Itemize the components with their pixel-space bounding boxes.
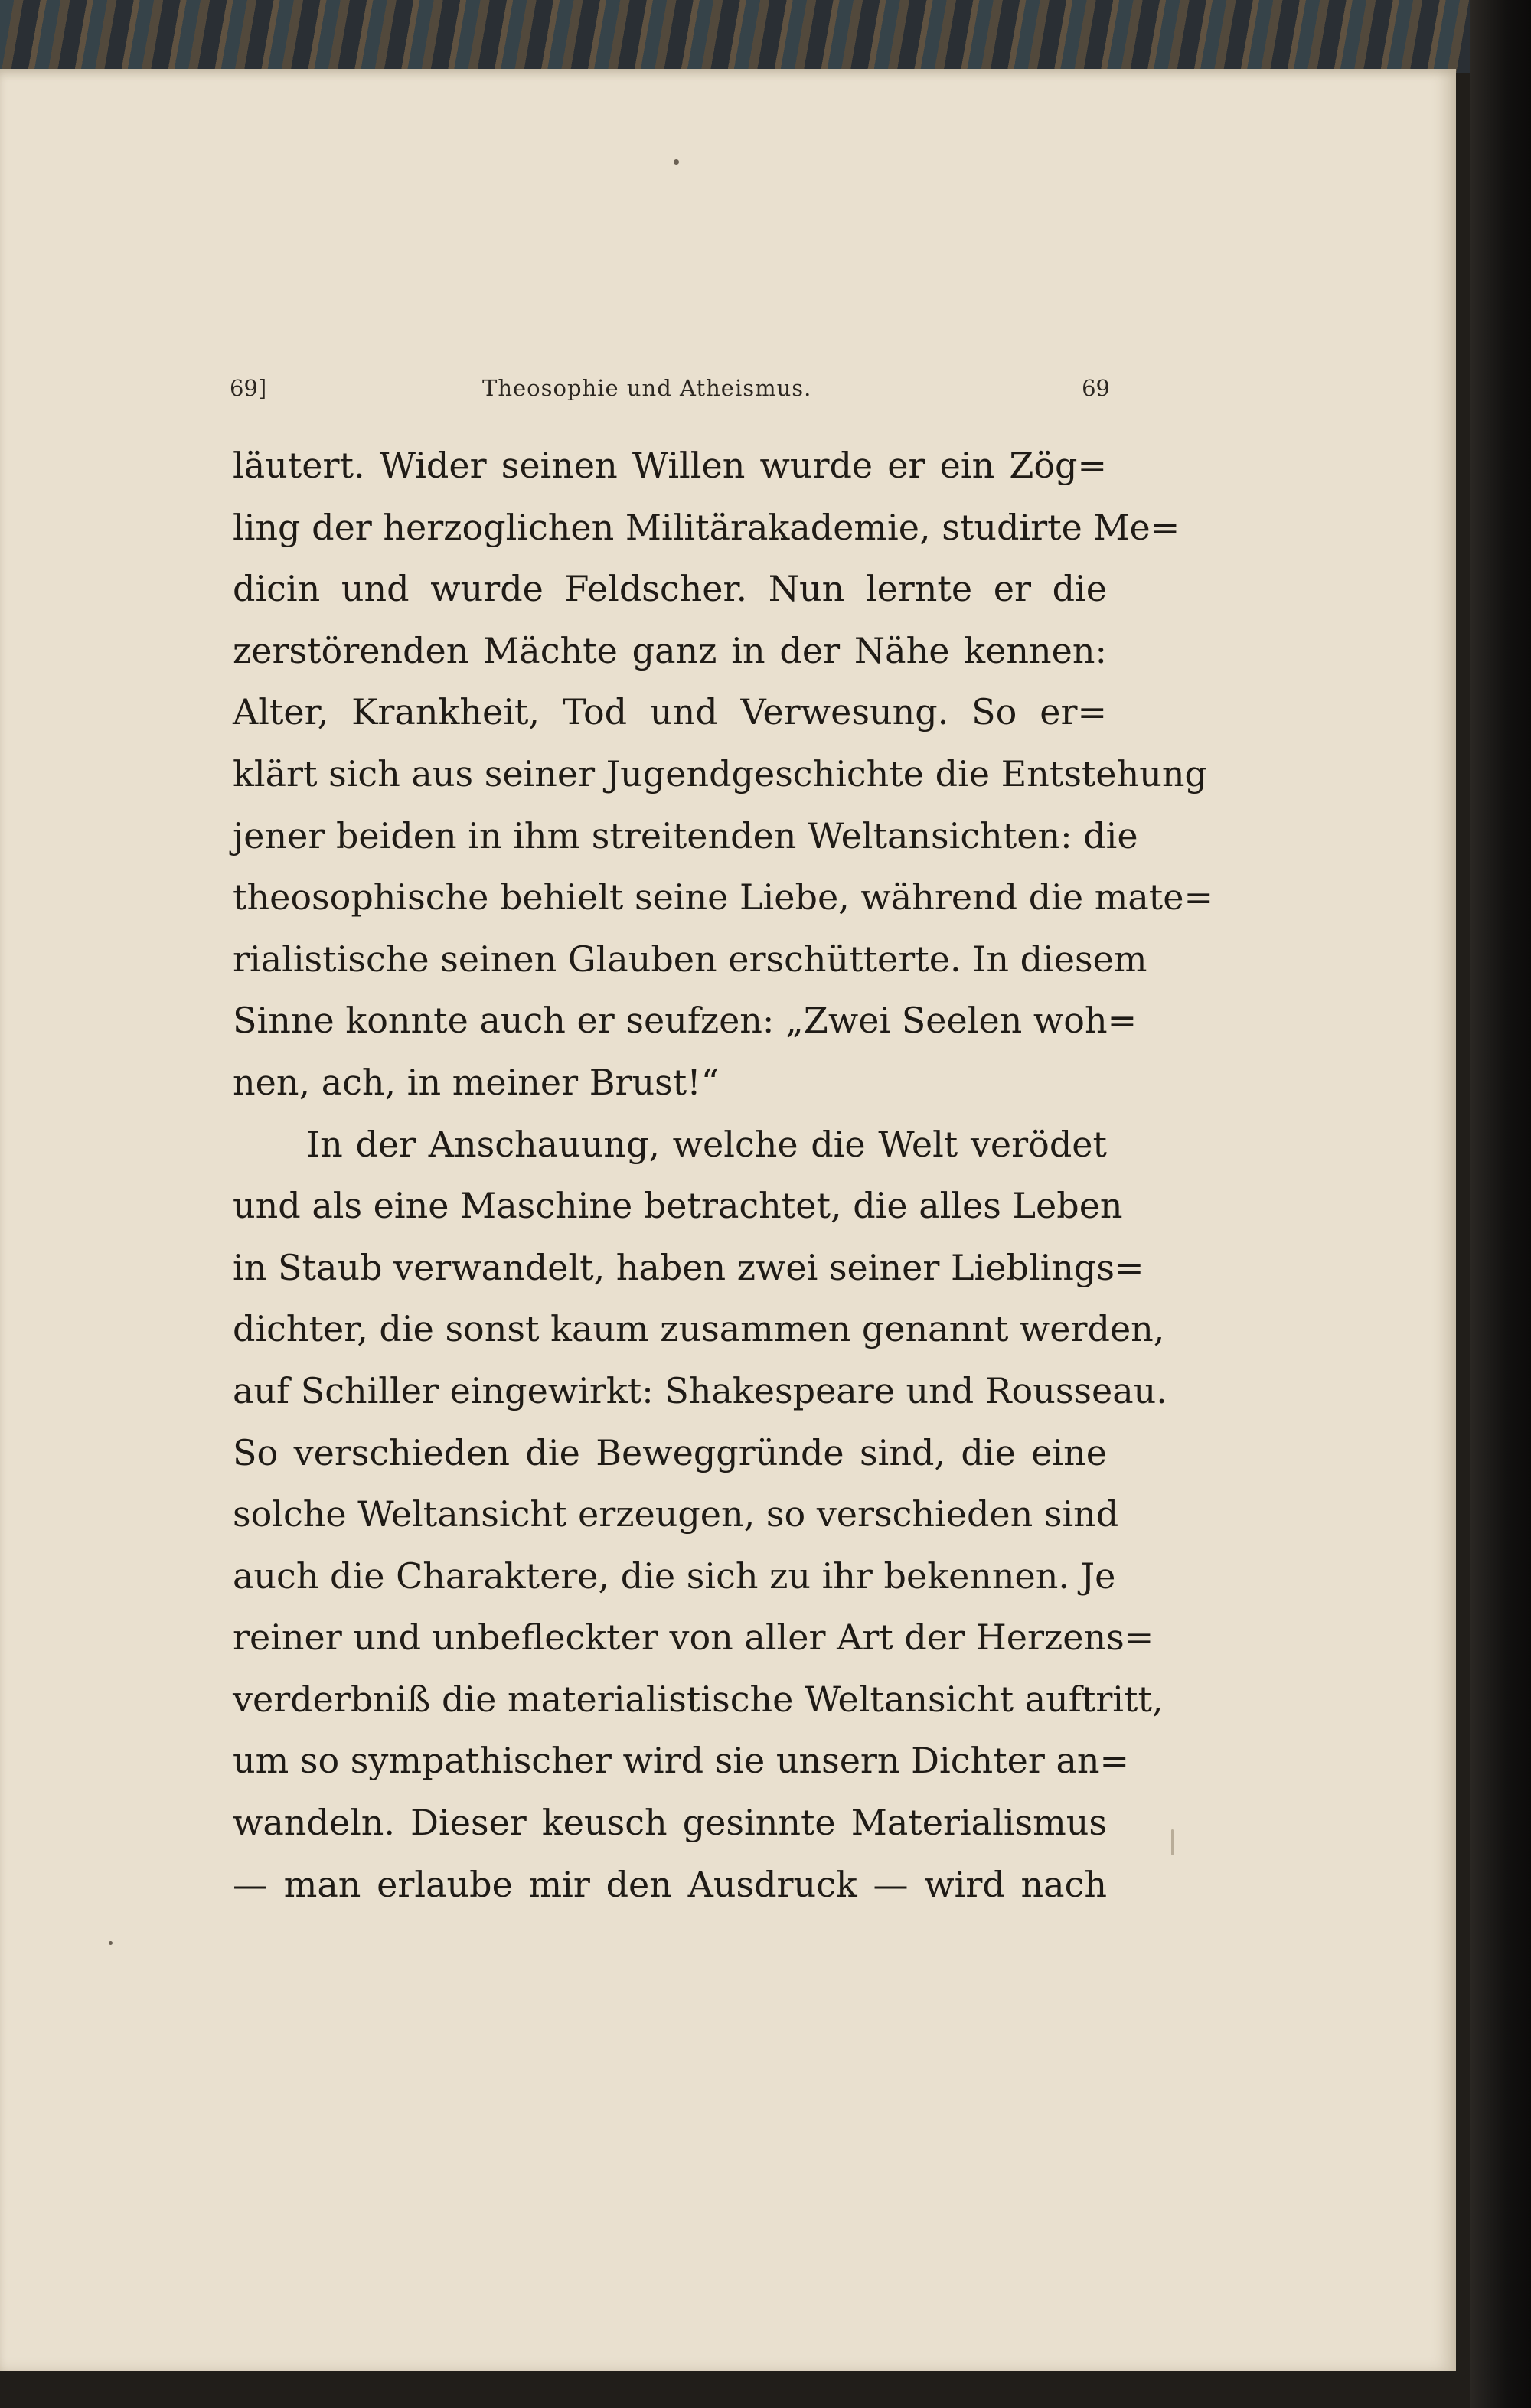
- text-line: um so sympathischer wird sie unsern Dichter an=: [233, 1740, 1130, 1782]
- text-line: wandeln. Dieser keusch gesinnte Materialismus: [233, 1802, 1107, 1844]
- header-page-ref: 69]: [230, 375, 267, 401]
- paragraph-2: [233, 1114, 1167, 1916]
- text-line: Sinne konnte auch er seufzen: „Zwei Seelen woh=: [233, 1000, 1138, 1042]
- text-line: theosophische behielt seine Liebe, während die mate=: [233, 876, 1214, 918]
- paragraph-1: [233, 435, 1214, 1114]
- text-line: Alter, Krankheit, Tod und Verwesung. So er=: [233, 691, 1107, 733]
- book-board-edge: [1470, 0, 1531, 2408]
- text-line: reiner und unbefleckter von aller Art der Herzens=: [233, 1617, 1154, 1659]
- paper-speck: [1171, 1829, 1174, 1855]
- text-line: solche Weltansicht erzeugen, so verschieden sind: [233, 1493, 1119, 1535]
- text-line: nen, ach, in meiner Brust!“: [233, 1061, 720, 1103]
- text-line: in Staub verwandelt, haben zwei seiner Lieblings=: [233, 1246, 1144, 1288]
- running-header: [230, 375, 1110, 406]
- text-line: So verschieden die Beweggründe sind, die eine: [233, 1431, 1107, 1473]
- paper-speck: [674, 159, 679, 165]
- book-cover-edge: [0, 0, 1474, 73]
- text-line: jener beiden in ihm streitenden Weltansichten: die: [233, 814, 1138, 857]
- header-title: Theosophie und Atheismus.: [482, 375, 812, 401]
- text-line: auf Schiller eingewirkt: Shakespeare und Rousseau.: [233, 1369, 1167, 1411]
- paper-speck: [109, 1941, 113, 1945]
- text-line: und als eine Maschine betrachtet, die alles Leben: [233, 1185, 1123, 1227]
- text-line: läutert. Wider seinen Willen wurde er ein Zög=: [233, 445, 1107, 486]
- text-line: rialistische seinen Glauben erschütterte. In diesem: [233, 938, 1147, 980]
- text-line: dicin und wurde Feldscher. Nun lernte er die: [233, 568, 1107, 610]
- text-line: ling der herzoglichen Militärakademie, studirte Me=: [233, 506, 1180, 548]
- text-line: klärt sich aus seiner Jugendgeschichte die Entstehung: [233, 752, 1207, 795]
- text-line: auch die Charaktere, die sich zu ihr bekennen. Je: [233, 1555, 1116, 1597]
- text-line: zerstörenden Mächte ganz in der Nähe kennen:: [233, 629, 1107, 671]
- text-line: — man erlaube mir den Ausdruck — wird nach: [233, 1863, 1107, 1905]
- text-line: dichter, die sonst kaum zusammen genannt werden,: [233, 1308, 1165, 1350]
- page-body: [233, 435, 1214, 1915]
- text-line: In der Anschauung, welche die Welt verödet: [306, 1123, 1107, 1165]
- text-line: verderbniß die materialistische Weltansicht auftritt,: [233, 1678, 1164, 1720]
- page-number: 69: [1082, 375, 1110, 401]
